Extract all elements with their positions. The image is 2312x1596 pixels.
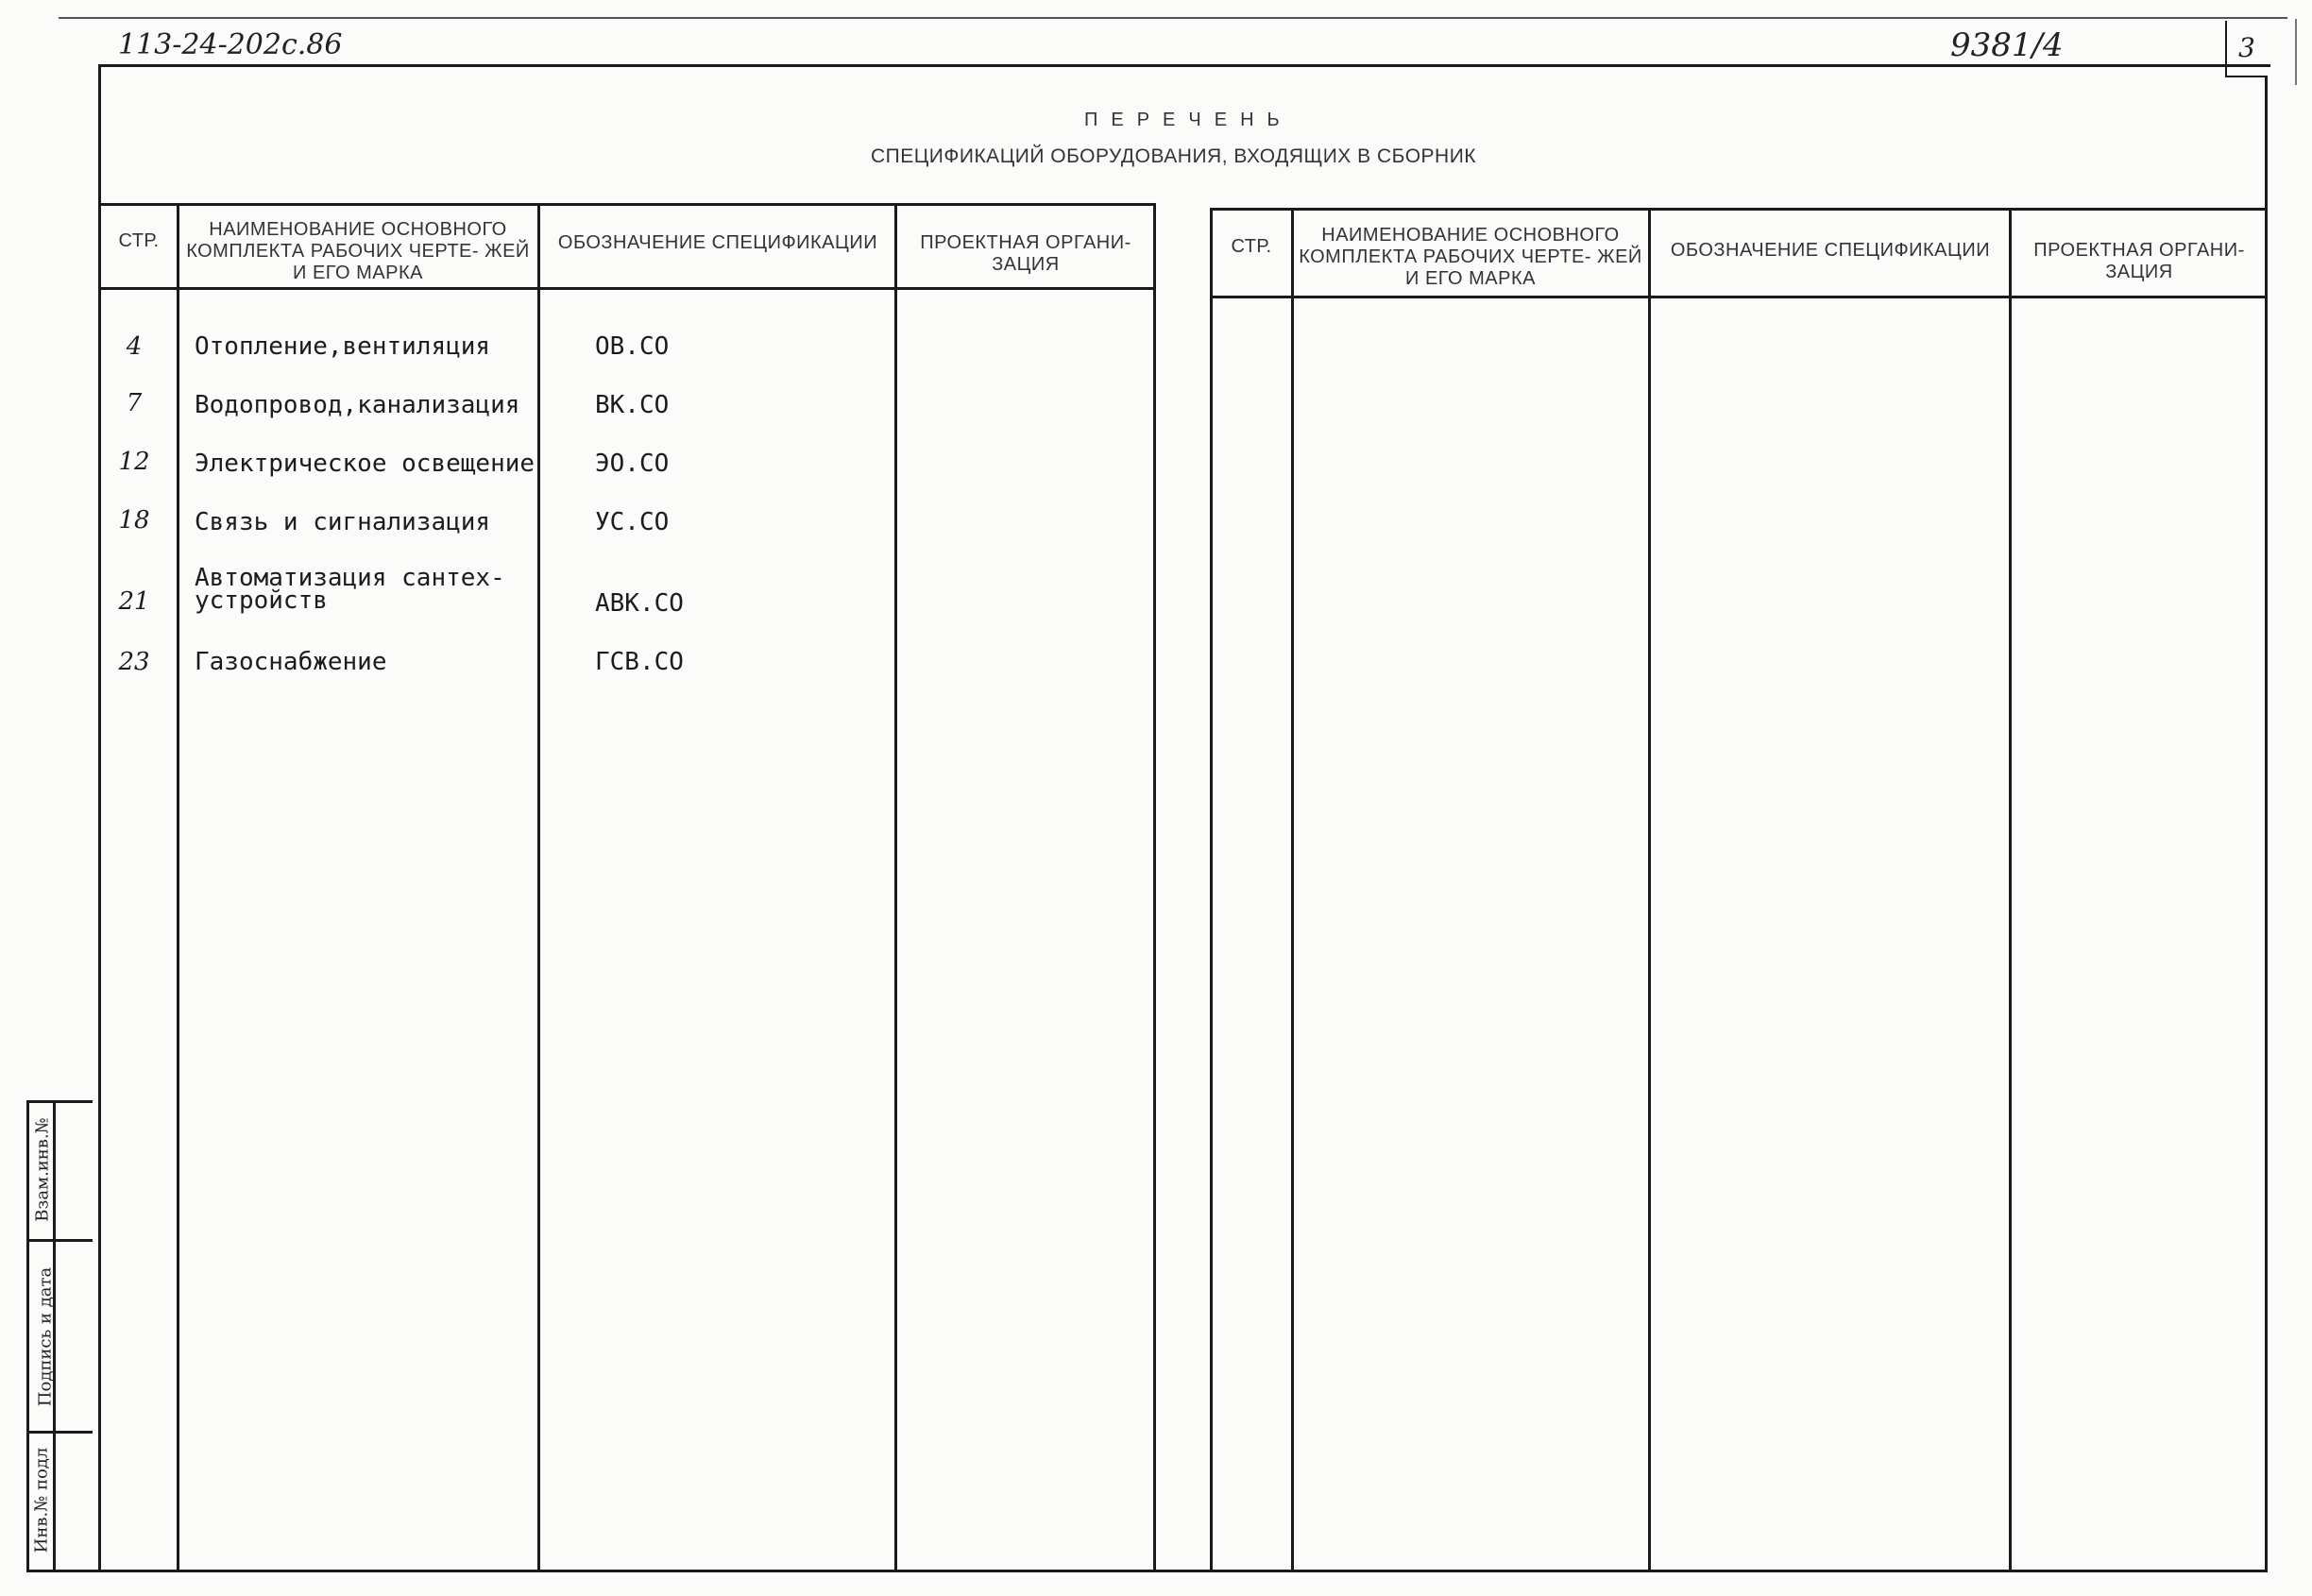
stamp-sign-date: Подпись и дата bbox=[35, 1266, 56, 1407]
left-header-spec: ОБОЗНАЧЕНИЕ СПЕЦИФИКАЦИИ bbox=[557, 232, 878, 253]
document-series-code: 113-24-202с.86 bbox=[118, 28, 343, 61]
stamp-inv-orig: Инв.№ подл bbox=[31, 1447, 52, 1554]
row-spec: ГСВ.СО bbox=[595, 648, 684, 676]
row-spec: АВК.СО bbox=[595, 589, 684, 618]
right-header-page: СТР. bbox=[1231, 236, 1272, 257]
row-page: 12 bbox=[118, 448, 150, 476]
row-page: 4 bbox=[126, 332, 143, 361]
row-page: 7 bbox=[126, 389, 143, 417]
album-number: 9381/4 bbox=[1950, 26, 2064, 64]
right-header-spec: ОБОЗНАЧЕНИЕ СПЕЦИФИКАЦИИ bbox=[1670, 240, 1991, 261]
row-page: 18 bbox=[118, 506, 150, 535]
left-header-org: ПРОЕКТНАЯ ОРГАНИ- ЗАЦИЯ bbox=[920, 232, 1131, 275]
left-header-name: НАИМЕНОВАНИЕ ОСНОВНОГО КОМПЛЕКТА РАБОЧИХ ЧЕРТЕ- ЖЕЙ И ЕГО МАРКА bbox=[186, 219, 530, 283]
left-header-page: СТР. bbox=[118, 230, 160, 251]
row-spec: ВК.СО bbox=[595, 391, 670, 419]
right-header-org: ПРОЕКТНАЯ ОРГАНИ- ЗАЦИЯ bbox=[2033, 240, 2245, 282]
row-name: Водопровод,канализация bbox=[195, 391, 520, 419]
row-spec: ОВ.СО bbox=[595, 332, 670, 361]
stamp-vzam-inv: Взам.инв.№ bbox=[32, 1117, 53, 1222]
list-subtitle: СПЕЦИФИКАЦИЙ ОБОРУДОВАНИЯ, ВХОДЯЩИХ В СБОРНИК bbox=[871, 145, 1477, 167]
sheet-number: 3 bbox=[2238, 32, 2255, 63]
row-name: Газоснабжение bbox=[195, 648, 387, 676]
row-spec: ЭО.СО bbox=[595, 450, 670, 478]
row-name: Автоматизация сантех- устройств bbox=[195, 564, 505, 615]
row-spec: УС.СО bbox=[595, 508, 670, 536]
frame-top-line bbox=[98, 64, 2270, 67]
list-title: ПЕРЕЧЕНЬ bbox=[1084, 110, 1293, 130]
row-name: Связь и сигнализация bbox=[195, 508, 491, 536]
row-page: 21 bbox=[118, 587, 150, 616]
frame-right-line bbox=[2265, 76, 2268, 1572]
row-name: Отопление,вентиляция bbox=[195, 332, 491, 361]
frame-bottom-line bbox=[98, 1570, 2268, 1572]
right-header-name: НАИМЕНОВАНИЕ ОСНОВНОГО КОМПЛЕКТА РАБОЧИХ ЧЕРТЕ- ЖЕЙ И ЕГО МАРКА bbox=[1299, 225, 1642, 289]
row-name: Электрическое освещение bbox=[195, 450, 536, 478]
frame-left-line bbox=[98, 64, 101, 1572]
row-page: 23 bbox=[118, 648, 150, 676]
